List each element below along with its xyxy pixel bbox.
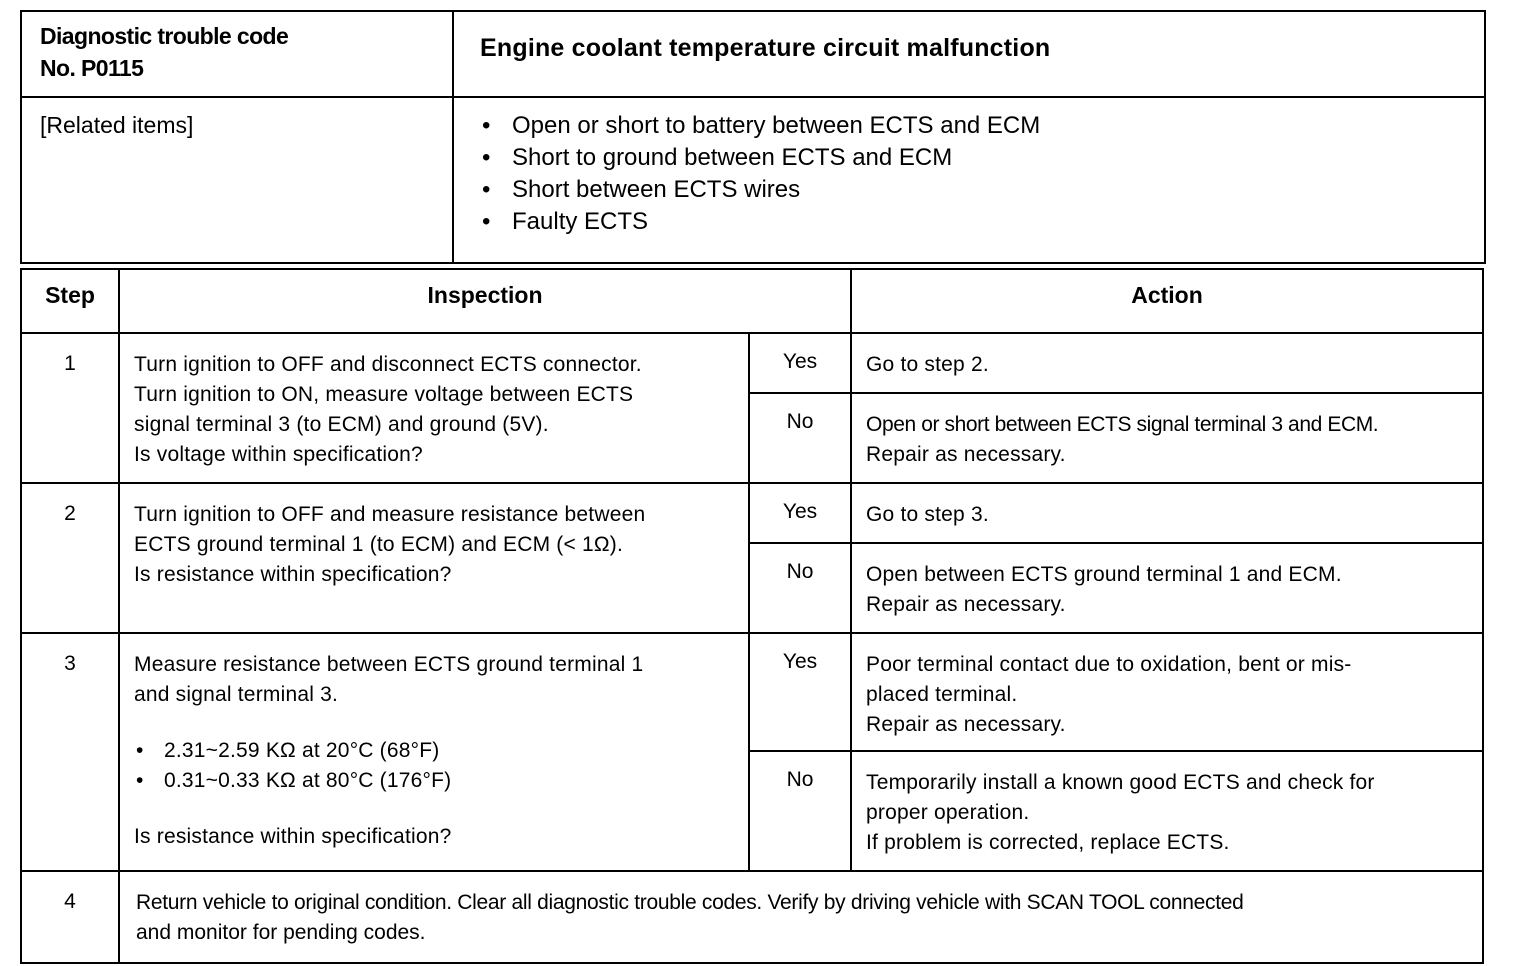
resistance-spec: • 2.31~2.59 KΩ at 20°C (68°F)	[134, 736, 738, 766]
instruction-line: and monitor for pending codes.	[136, 921, 426, 944]
related-items-row	[21, 97, 1485, 263]
step-2-inspection	[119, 483, 749, 633]
no-label: No	[749, 393, 851, 483]
action-line: If problem is corrected, replace ECTS.	[866, 831, 1230, 854]
step-number: 4	[21, 871, 119, 963]
step-number: 1	[21, 333, 119, 483]
action-line: Repair as necessary.	[866, 443, 1066, 466]
step-number: 2	[21, 483, 119, 633]
step-2-no-action	[851, 543, 1483, 633]
instruction-line: Return vehicle to original condition. Clear all diagnostic trouble codes. Verify by driving vehicle with SCAN TOOL connected	[136, 891, 1244, 914]
action-line: Go to step 2.	[866, 353, 989, 376]
resistance-spec: • 0.31~0.33 KΩ at 80°C (176°F)	[134, 766, 738, 796]
dtc-label-line1: Diagnostic trouble code	[40, 23, 289, 49]
related-item: • Short between ECTS wires	[480, 174, 1484, 206]
inspection-line: Turn ignition to OFF and measure resistance between	[134, 503, 646, 526]
inspection-line: Turn ignition to ON, measure voltage between ECTS	[134, 383, 634, 406]
inspection-question: Is resistance within specification?	[134, 825, 452, 848]
step-1-yes-action	[851, 333, 1483, 393]
step-2-yes-action	[851, 483, 1483, 543]
dtc-code-label	[21, 11, 453, 97]
inspection-line: Measure resistance between ECTS ground terminal 1	[134, 653, 644, 676]
step-column-header: Step	[21, 269, 119, 333]
action-column-header: Action	[851, 269, 1483, 333]
inspection-line: Is resistance within specification?	[134, 563, 452, 586]
no-label: No	[749, 751, 851, 871]
step-1-inspection	[119, 333, 749, 483]
yes-label: Yes	[749, 333, 851, 393]
no-label: No	[749, 543, 851, 633]
inspection-line: Is voltage within specification?	[134, 443, 423, 466]
inspection-line: signal terminal 3 (to ECM) and ground (5V).	[134, 413, 549, 436]
step-number: 3	[21, 633, 119, 871]
action-line: Repair as necessary.	[866, 713, 1066, 736]
dtc-header-table	[20, 10, 1486, 264]
step-3-inspection	[119, 633, 749, 871]
yes-label: Yes	[749, 633, 851, 751]
action-line: Go to step 3.	[866, 503, 989, 526]
step-3-yes-row	[21, 633, 1483, 751]
inspection-line: Turn ignition to OFF and disconnect ECTS connector.	[134, 353, 642, 376]
inspection-column-header: Inspection	[119, 269, 851, 333]
step-3-yes-action	[851, 633, 1483, 751]
dtc-header-row	[21, 11, 1485, 97]
table-header-row	[21, 269, 1483, 333]
related-item: • Short to ground between ECTS and ECM	[480, 142, 1484, 174]
related-items-list	[480, 110, 1484, 238]
diagnostic-steps-table	[20, 268, 1484, 964]
action-line: Open or short between ECTS signal terminal 3 and ECM.	[866, 413, 1379, 436]
action-line: Open between ECTS ground terminal 1 and ECM.	[866, 563, 1342, 586]
dtc-code-number: No. P0115	[40, 55, 144, 81]
action-line: proper operation.	[866, 801, 1030, 824]
yes-label: Yes	[749, 483, 851, 543]
action-line: Poor terminal contact due to oxidation, bent or mis-	[866, 653, 1352, 676]
related-item: • Faulty ECTS	[480, 206, 1484, 238]
step-1-yes-row	[21, 333, 1483, 393]
dtc-title: Engine coolant temperature circuit malfunction	[453, 11, 1485, 97]
related-item: • Open or short to battery between ECTS and ECM	[480, 110, 1484, 142]
step-4-instructions	[119, 871, 1483, 963]
inspection-line: and signal terminal 3.	[134, 683, 339, 706]
inspection-line: ECTS ground terminal 1 (to ECM) and ECM (< 1Ω).	[134, 533, 624, 556]
related-items-cell	[453, 97, 1485, 263]
related-items-label: [Related items]	[21, 97, 453, 263]
resistance-spec-list	[134, 736, 738, 796]
action-line: Repair as necessary.	[866, 593, 1066, 616]
step-2-yes-row	[21, 483, 1483, 543]
step-4-row	[21, 871, 1483, 963]
step-3-no-action	[851, 751, 1483, 871]
action-line: Temporarily install a known good ECTS and check for	[866, 771, 1375, 794]
step-1-no-action	[851, 393, 1483, 483]
action-line: placed terminal.	[866, 683, 1018, 706]
